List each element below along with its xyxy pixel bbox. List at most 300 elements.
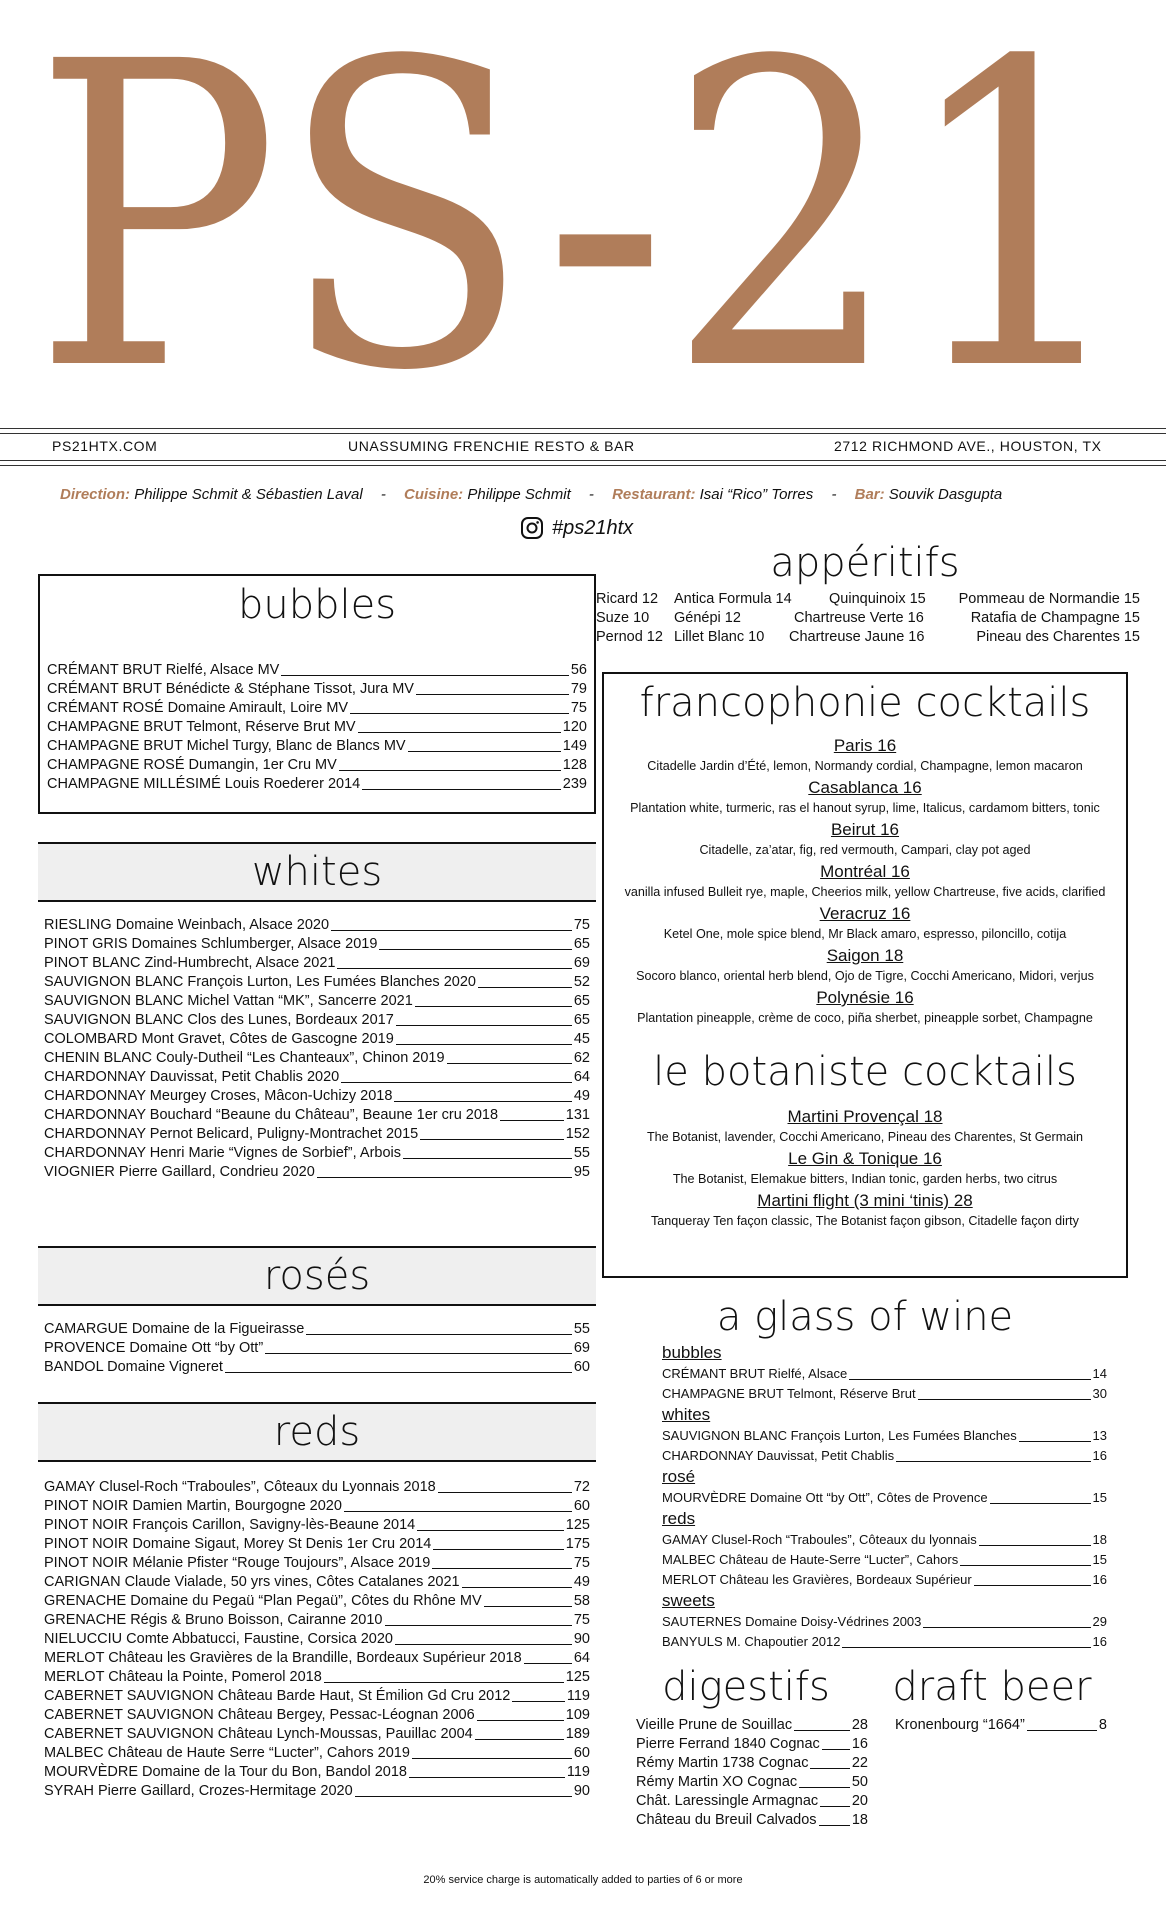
menu-item [44, 1144, 590, 1163]
leader-line [475, 1739, 564, 1740]
direction-label: Direction: [60, 486, 131, 503]
item-price: 16 [1092, 1572, 1107, 1587]
aperitif-item: Antica Formula 14 [674, 591, 792, 607]
item-name: SAUTERNES Domaine Doisy-Védrines 2003 [662, 1614, 922, 1629]
menu-item [44, 1125, 590, 1144]
leader-line [350, 713, 569, 714]
menu-item [47, 661, 587, 680]
reds-title: reds [273, 1409, 361, 1455]
leader-line [341, 1082, 572, 1083]
restaurant-label: Restaurant: [612, 486, 696, 503]
roses-title: rosés [263, 1253, 371, 1299]
cocktail-item [604, 776, 1126, 817]
item-name: CHENIN BLANC Couly-Dutheil “Les Chanteaux”, Chinon 2019 [44, 1050, 445, 1066]
item-name: CHARDONNAY Pernot Belicard, Puligny-Montrachet 2015 [44, 1126, 419, 1142]
cocktail-description: Citadelle Jardin d’Été, lemon, Normandy cordial, Champagne, lemon macaron [647, 759, 1083, 773]
menu-item [44, 1725, 590, 1744]
leader-line [478, 987, 572, 988]
item-price: 75 [570, 700, 587, 716]
item-name: CHAMPAGNE MILLÉSIMÉ Louis Roederer 2014 [47, 776, 361, 792]
item-price: 69 [573, 1340, 590, 1356]
leader-line [281, 675, 569, 676]
item-price: 14 [1092, 1366, 1107, 1381]
botaniste-list [604, 1105, 1126, 1230]
cocktail-item [604, 1189, 1126, 1230]
leader-line [417, 1530, 564, 1531]
menu-item [662, 1530, 1107, 1550]
menu-item [636, 1792, 868, 1811]
leader-line [960, 1565, 1090, 1566]
aperitifs-list [596, 590, 1144, 652]
item-price: 120 [562, 719, 587, 735]
item-name: RIESLING Domaine Weinbach, Alsace 2020 [44, 917, 330, 933]
aperitif-item: Quinquinoix 15 [829, 591, 926, 607]
item-price: 152 [565, 1126, 590, 1142]
cocktail-item [604, 818, 1126, 859]
leader-line [306, 1334, 572, 1335]
item-name: CHAMPAGNE BRUT Michel Turgy, Blanc de Blancs MV [47, 738, 406, 754]
item-name: MALBEC Château de Haute Serre “Lucter”, Cahors 2019 [44, 1745, 410, 1761]
leader-line [420, 1139, 564, 1140]
item-name: CRÉMANT BRUT Rielfé, Alsace [662, 1366, 848, 1381]
cocktail-item [604, 1105, 1126, 1146]
item-price: 109 [565, 1707, 590, 1723]
menu-item [44, 1573, 590, 1592]
item-name: GAMAY Clusel-Roch “Traboules”, Côteaux du lyonnais [662, 1532, 977, 1547]
menu-item [44, 954, 590, 973]
item-price: 30 [1092, 1386, 1107, 1401]
bubbles-title: bubbles [237, 582, 397, 628]
leader-line [923, 1627, 1090, 1628]
reds-list [44, 1478, 590, 1801]
leader-line [849, 1379, 1090, 1380]
item-name: SAUVIGNON BLANC François Lurton, Les Fumées Blanches 2020 [44, 974, 476, 990]
cocktail-item [604, 944, 1126, 985]
item-price: 55 [573, 1145, 590, 1161]
leader-line [447, 1063, 572, 1064]
item-price: 65 [573, 1012, 590, 1028]
menu-item [662, 1446, 1107, 1466]
leader-line [462, 1587, 572, 1588]
menu-item [44, 1516, 590, 1535]
header-rule-bottom [0, 460, 1166, 461]
aperitifs-title: appéritifs [770, 540, 960, 586]
leader-line [331, 930, 572, 931]
aperitif-item: Chartreuse Verte 16 [794, 610, 924, 626]
roses-list [44, 1320, 590, 1377]
cocktail-description: Socoro blanco, oriental herb blend, Ojo de Tigre, Cocchi Americano, Midori, verjus [636, 969, 1094, 983]
cocktail-item [604, 902, 1126, 943]
menu-item [662, 1364, 1107, 1384]
glass-group-label: sweets [662, 1591, 715, 1610]
instagram-handle[interactable] [520, 516, 633, 540]
cocktail-name: Saigon 18 [826, 946, 904, 965]
leader-line [477, 1720, 564, 1721]
item-name: PINOT GRIS Domaines Schlumberger, Alsace 2019 [44, 936, 378, 952]
menu-item [636, 1773, 868, 1792]
item-price: 72 [573, 1479, 590, 1495]
leader-line [794, 1730, 850, 1731]
item-name: SAUVIGNON BLANC François Lurton, Les Fumées Blanches [662, 1428, 1017, 1443]
glass-group-list [662, 1530, 1107, 1590]
leader-line [317, 1177, 572, 1178]
item-price: 13 [1092, 1428, 1107, 1443]
beer-list [895, 1716, 1107, 1735]
item-name: PINOT NOIR François Carillon, Savigny-lès-Beaune 2014 [44, 1517, 416, 1533]
item-price: 189 [565, 1726, 590, 1742]
leader-line [979, 1545, 1091, 1546]
glass-group-label: rosé [662, 1467, 696, 1486]
item-price: 125 [565, 1669, 590, 1685]
item-name: NIELUCCIU Comte Abbatucci, Faustine, Corsica 2020 [44, 1631, 393, 1647]
menu-item [44, 935, 590, 954]
item-name: CHAMPAGNE BRUT Telmont, Réserve Brut [662, 1386, 916, 1401]
item-name: CHAMPAGNE ROSÉ Dumangin, 1er Cru MV [47, 757, 337, 773]
menu-item [662, 1632, 1107, 1652]
cocktail-name: Casablanca 16 [808, 778, 922, 797]
item-name: PINOT NOIR Mélanie Pfister “Rouge Toujours”, Alsace 2019 [44, 1555, 431, 1571]
staff-credits [60, 486, 1140, 503]
botaniste-title: le botaniste cocktails [653, 1049, 1077, 1095]
item-price: 50 [851, 1774, 868, 1790]
leader-line [819, 1825, 850, 1826]
menu-item [44, 1687, 590, 1706]
item-name: CRÉMANT ROSÉ Domaine Amirault, Loire MV [47, 700, 349, 716]
cocktail-name: Veracruz 16 [819, 904, 911, 923]
roses-band [38, 1246, 596, 1306]
item-name: CAMARGUE Domaine de la Figueirasse [44, 1321, 305, 1337]
item-price: 15 [1092, 1552, 1107, 1567]
cocktail-name: Beirut 16 [830, 820, 900, 839]
item-name: CRÉMANT BRUT Bénédicte & Stéphane Tissot, Jura MV [47, 681, 414, 697]
menu-item [44, 1106, 590, 1125]
glass-group-list [662, 1364, 1107, 1404]
item-price: 239 [562, 776, 587, 792]
bar-names: Souvik Dasgupta [888, 486, 1003, 503]
leader-line [358, 732, 561, 733]
item-name: CABERNET SAUVIGNON Château Lynch-Moussas, Pauillac 2004 [44, 1726, 473, 1742]
cocktail-name: Martini Provençal 18 [787, 1107, 943, 1126]
menu-item [44, 1611, 590, 1630]
item-price: 90 [573, 1631, 590, 1647]
item-price: 128 [562, 757, 587, 773]
menu-item [662, 1612, 1107, 1632]
whites-list [44, 916, 590, 1182]
item-name: Kronenbourg “1664” [895, 1717, 1025, 1733]
cocktail-name: Polynésie 16 [816, 988, 914, 1007]
menu-item [44, 1011, 590, 1030]
leader-line [403, 1158, 572, 1159]
item-name: Rémy Martin XO Cognac [636, 1774, 798, 1790]
leader-line [799, 1787, 850, 1788]
item-price: 29 [1092, 1614, 1107, 1629]
item-price: 64 [573, 1069, 590, 1085]
item-name: MERLOT Château les Gravières de la Brandille, Bordeaux Supérieur 2018 [44, 1650, 522, 1666]
glass-group-label: reds [662, 1509, 696, 1528]
cocktail-item [604, 860, 1126, 901]
glass-group-label: bubbles [662, 1343, 722, 1362]
leader-line [409, 1777, 565, 1778]
item-name: CHARDONNAY Dauvissat, Petit Chablis 2020 [44, 1069, 340, 1085]
leader-line [362, 789, 561, 790]
leader-line [408, 751, 561, 752]
logo-text: PS-21 [33, 18, 1133, 388]
item-name: VIOGNIER Pierre Gaillard, Condrieu 2020 [44, 1164, 315, 1180]
item-price: 131 [565, 1107, 590, 1123]
leader-line [339, 770, 561, 771]
item-price: 62 [573, 1050, 590, 1066]
item-name: CHARDONNAY Meurgey Croses, Mâcon-Uchizy 2018 [44, 1088, 393, 1104]
cocktail-description: Plantation white, turmeric, ras el hanout syrup, lime, Italicus, cardamom bitters, tonic [630, 801, 1100, 815]
aperitif-item: Génépi 12 [674, 610, 741, 626]
site-link[interactable]: PS21HTX.COM [52, 438, 158, 454]
item-price: 16 [1092, 1634, 1107, 1649]
item-name: Château du Breuil Calvados [636, 1812, 817, 1828]
credits-separator: - [831, 486, 837, 503]
item-price: 28 [851, 1717, 868, 1733]
cocktail-description: vanilla infused Bulleit rye, maple, Cheerios milk, yellow Chartreuse, five acids, clarified [624, 885, 1106, 899]
item-price: 52 [573, 974, 590, 990]
menu-item [44, 1049, 590, 1068]
item-name: MALBEC Château de Haute-Serre “Lucter”, Cahors [662, 1552, 959, 1567]
aperitif-item: Lillet Blanc 10 [674, 629, 765, 645]
item-name: MERLOT Château les Gravières, Bordeaux Supérieur [662, 1572, 972, 1587]
leader-line [394, 1101, 571, 1102]
item-name: Pierre Ferrand 1840 Cognac [636, 1736, 820, 1752]
menu-item [44, 1358, 590, 1377]
direction-names: Philippe Schmit & Sébastien Laval [134, 486, 363, 503]
item-price: 119 [566, 1764, 590, 1780]
item-name: Vieille Prune de Souillac [636, 1717, 793, 1733]
aperitif-item: Chartreuse Jaune 16 [789, 629, 925, 645]
item-name: MOURVÈDRE Domaine Ott “by Ott”, Côtes de Provence [662, 1490, 988, 1505]
menu-item [44, 1744, 590, 1763]
leader-line [415, 1006, 572, 1007]
cocktail-description: Tanqueray Ten façon classic, The Botanist façon gibson, Citadelle façon dirty [651, 1214, 1079, 1228]
item-name: SAUVIGNON BLANC Clos des Lunes, Bordeaux 2017 [44, 1012, 394, 1028]
menu-item [662, 1426, 1107, 1446]
leader-line [990, 1503, 1091, 1504]
cocktail-item [604, 734, 1126, 775]
menu-item [47, 775, 587, 794]
item-price: 55 [573, 1321, 590, 1337]
menu-item [662, 1570, 1107, 1590]
cocktail-description: Plantation pineapple, crème de coco, piña sherbet, pineapple sorbet, Champagne [637, 1011, 1093, 1025]
whites-title: whites [251, 849, 383, 895]
menu-item [662, 1550, 1107, 1570]
cuisine-names: Philippe Schmit [467, 486, 571, 503]
leader-line [385, 1625, 572, 1626]
item-name: CHARDONNAY Bouchard “Beaune du Château”, Beaune 1er cru 2018 [44, 1107, 499, 1123]
cocktail-name: Montréal 16 [820, 862, 910, 881]
item-name: MERLOT Château la Pointe, Pomerol 2018 [44, 1669, 322, 1685]
item-price: 90 [573, 1783, 590, 1799]
bubbles-list [47, 661, 587, 794]
address: 2712 RICHMOND AVE., HOUSTON, TX [834, 438, 1102, 454]
menu-item [44, 1649, 590, 1668]
cuisine-label: Cuisine: [404, 486, 464, 503]
item-price: 95 [573, 1164, 590, 1180]
cocktail-description: The Botanist, Elemakue bitters, Indian tonic, garden herbs, two citrus [672, 1172, 1058, 1186]
item-name: CHAMPAGNE BRUT Telmont, Réserve Brut MV [47, 719, 356, 735]
item-price: 18 [851, 1812, 868, 1828]
leader-line [918, 1399, 1091, 1400]
glass-group-list [662, 1426, 1107, 1466]
item-price: 16 [1092, 1448, 1107, 1463]
cocktails-section [602, 672, 1128, 1278]
bar-label: Bar: [854, 486, 885, 503]
menu-item [636, 1754, 868, 1773]
menu-item [44, 1592, 590, 1611]
glass-group-list [662, 1488, 1107, 1508]
menu-item [44, 1497, 590, 1516]
menu-item [47, 699, 587, 718]
leader-line [395, 1644, 572, 1645]
item-price: 56 [570, 662, 587, 678]
item-name: SYRAH Pierre Gaillard, Crozes-Hermitage 2020 [44, 1783, 353, 1799]
item-price: 125 [565, 1517, 590, 1533]
item-name: CHARDONNAY Henri Marie “Vignes de Sorbief”, Arbois [44, 1145, 401, 1161]
item-price: 49 [573, 1574, 590, 1590]
leader-line [433, 1549, 563, 1550]
item-name: GAMAY Clusel-Roch “Traboules”, Côteaux du Lyonnais 2018 [44, 1479, 436, 1495]
item-price: 8 [1098, 1717, 1107, 1733]
credits-separator: - [380, 486, 386, 503]
francophonie-title: francophonie cocktails [639, 680, 1091, 726]
header-rule-top-thin [0, 433, 1166, 434]
item-price: 60 [573, 1498, 590, 1514]
bubbles-section [38, 574, 596, 814]
digestifs-list [636, 1716, 868, 1830]
menu-item [44, 973, 590, 992]
leader-line [974, 1585, 1091, 1586]
cocktail-description: Citadelle, za’atar, fig, red vermouth, Campari, clay pot aged [699, 843, 1031, 857]
menu-item [44, 1478, 590, 1497]
menu-item [47, 718, 587, 737]
item-name: PINOT BLANC Zind-Humbrecht, Alsace 2021 [44, 955, 336, 971]
digestifs-title: digestifs [662, 1664, 830, 1710]
item-price: 175 [565, 1536, 590, 1552]
aperitif-item: Pernod 12 [596, 629, 663, 645]
cocktail-description: The Botanist, lavender, Cocchi Americano, Pineau des Charentes, St Germain [646, 1130, 1084, 1144]
menu-item [662, 1488, 1107, 1508]
menu-item [44, 992, 590, 1011]
item-name: PROVENCE Domaine Ott “by Ott” [44, 1340, 264, 1356]
item-price: 69 [573, 955, 590, 971]
leader-line [524, 1663, 572, 1664]
item-price: 60 [573, 1745, 590, 1761]
leader-line [396, 1025, 572, 1026]
menu-item [44, 1535, 590, 1554]
leader-line [225, 1372, 572, 1373]
menu-item [44, 1087, 590, 1106]
leader-line [379, 949, 571, 950]
menu-item [636, 1735, 868, 1754]
menu-item [44, 1706, 590, 1725]
item-price: 15 [1092, 1490, 1107, 1505]
header-rule-top [0, 428, 1166, 429]
menu-item [47, 680, 587, 699]
menu-item [44, 1068, 590, 1087]
item-name: GRENACHE Régis & Bruno Boisson, Cairanne 2010 [44, 1612, 383, 1628]
menu-item [44, 1163, 590, 1182]
leader-line [438, 1492, 572, 1493]
leader-line [416, 694, 569, 695]
item-name: Rémy Martin 1738 Cognac [636, 1755, 809, 1771]
restaurant-names: Isai “Rico” Torres [699, 486, 814, 503]
item-price: 65 [573, 936, 590, 952]
menu-item [47, 756, 587, 775]
leader-line [396, 1044, 572, 1045]
menu-item [662, 1384, 1107, 1404]
menu-item [44, 1630, 590, 1649]
aperitif-item: Pommeau de Normandie 15 [958, 591, 1140, 607]
item-price: 149 [562, 738, 587, 754]
menu-item [44, 1763, 590, 1782]
item-name: CRÉMANT BRUT Rielfé, Alsace MV [47, 662, 280, 678]
leader-line [810, 1768, 849, 1769]
item-price: 16 [851, 1736, 868, 1752]
item-name: GRENACHE Domaine du Pegaü “Plan Pegaü”, Côtes du Rhône MV [44, 1593, 482, 1609]
leader-line [512, 1701, 565, 1702]
aperitif-item: Pineau des Charentes 15 [976, 629, 1140, 645]
cocktail-description: Ketel One, mole spice blend, Mr Black amaro, espresso, piloncillo, cotija [663, 927, 1067, 941]
leader-line [1019, 1441, 1091, 1442]
item-price: 49 [573, 1088, 590, 1104]
menu-item [44, 1782, 590, 1801]
service-charge-note: 20% service charge is automatically added to parties of 6 or more [423, 1874, 743, 1886]
menu-item [44, 1339, 590, 1358]
credits-separator: - [588, 486, 594, 503]
item-price: 79 [570, 681, 587, 697]
item-name: CABERNET SAUVIGNON Château Barde Haut, St Émilion Gd Cru 2012 [44, 1688, 511, 1704]
leader-line [344, 1511, 572, 1512]
item-name: BANDOL Domaine Vigneret [44, 1359, 223, 1375]
leader-line [355, 1796, 572, 1797]
leader-line [1027, 1730, 1097, 1731]
glass-list [662, 1342, 1107, 1652]
instagram-icon [520, 516, 544, 540]
reds-band [38, 1402, 596, 1462]
leader-line [822, 1749, 850, 1750]
item-name: CHARDONNAY Dauvissat, Petit Chablis [662, 1448, 895, 1463]
leader-line [500, 1120, 564, 1121]
menu-item [636, 1716, 868, 1735]
item-price: 119 [566, 1688, 590, 1704]
leader-line [896, 1461, 1090, 1462]
item-price: 65 [573, 993, 590, 1009]
item-name: CARIGNAN Claude Vialade, 50 yrs vines, Côtes Catalanes 2021 [44, 1574, 460, 1590]
leader-line [337, 968, 571, 969]
item-price: 58 [573, 1593, 590, 1609]
beer-title: draft beer [892, 1664, 1092, 1710]
aperitif-item: Ratafia de Champagne 15 [970, 610, 1140, 626]
cocktail-name: Le Gin & Tonique 16 [788, 1149, 942, 1168]
leader-line [820, 1806, 850, 1807]
item-name: BANYULS M. Chapoutier 2012 [662, 1634, 841, 1649]
item-name: MOURVÈDRE Domaine de la Tour du Bon, Bandol 2018 [44, 1764, 407, 1780]
item-name: PINOT NOIR Damien Martin, Bourgogne 2020 [44, 1498, 342, 1514]
item-name: CABERNET SAUVIGNON Château Bergey, Pessac-Léognan 2006 [44, 1707, 475, 1723]
item-name: COLOMBARD Mont Gravet, Côtes de Gascogne 2019 [44, 1031, 394, 1047]
menu-item [636, 1811, 868, 1830]
item-price: 75 [573, 1612, 590, 1628]
ps21-logo [30, 18, 1136, 388]
leader-line [842, 1647, 1090, 1648]
item-price: 64 [573, 1650, 590, 1666]
cocktail-item [604, 1147, 1126, 1188]
aperitif-item: Ricard 12 [596, 591, 659, 607]
